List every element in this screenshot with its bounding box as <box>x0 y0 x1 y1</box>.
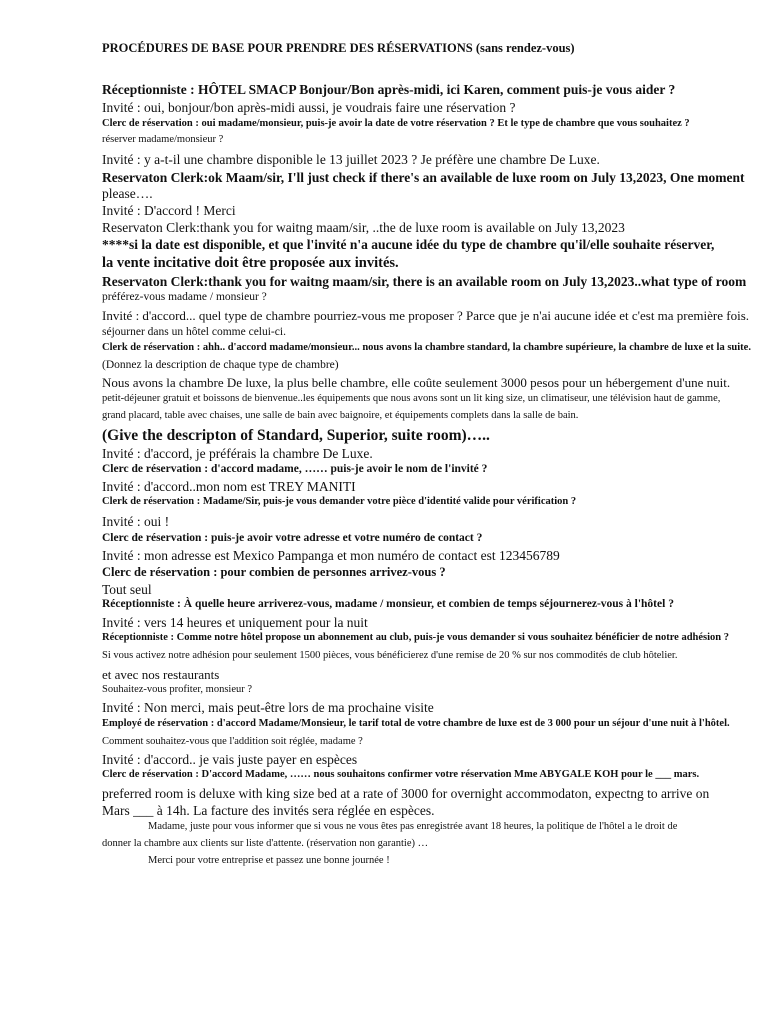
dialogue-line: Invité : d'accord..mon nom est TREY MANITI <box>102 479 356 494</box>
dialogue-line: Invité : vers 14 heures et uniquement pour la nuit <box>102 615 368 630</box>
dialogue-line: Reservaton Clerk:thank you for waitng maam/sir, there is an available room on July 13,2023..what type of room <box>102 274 747 289</box>
dialogue-line: Invité : oui ! <box>102 514 170 529</box>
dialogue-line: Clerc de réservation : pour combien de personnes arrivez-vous ? <box>102 565 446 579</box>
dialogue-line: (Give the descripton of Standard, Superior, suite room)….. <box>102 427 490 444</box>
dialogue-line: Clerk de réservation : Madame/Sir, puis-je vous demander votre pièce d'identité valide pour vérification ? <box>102 496 577 507</box>
dialogue-line: Invité : y a-t-il une chambre disponible le 13 juillet 2023 ? Je préfère une chambre De Luxe. <box>102 152 600 167</box>
dialogue-line: Comment souhaitez-vous que l'addition soit réglée, madame ? <box>102 736 363 747</box>
dialogue-line: Madame, juste pour vous informer que si vous ne vous êtes pas enregistrée avant 18 heures, la politique de l'hôtel a le droit de <box>148 821 678 832</box>
dialogue-line: Si vous activez notre adhésion pour seulement 1500 pièces, vous bénéficierez d'une remise de 20 % sur nos commodités de club hôtelier. <box>102 650 678 661</box>
page-title: PROCÉDURES DE BASE POUR PRENDRE DES RÉSERVATIONS (sans rendez-vous) <box>102 41 575 55</box>
dialogue-line: Employé de réservation : d'accord Madame/Monsieur, le tarif total de votre chambre de luxe est de 3 000 pour un séjour d'une nuit à l'hôtel. <box>102 718 730 729</box>
dialogue-line: réserver madame/monsieur ? <box>102 134 224 145</box>
dialogue-line: séjourner dans un hôtel comme celui-ci. <box>102 326 286 338</box>
dialogue-line: petit-déjeuner gratuit et boissons de bienvenue..les équipements que nous avons sont un lit king size, un climatiseur, une télévision haut de gamme, <box>102 393 721 404</box>
dialogue-line: ****si la date est disponible, et que l'invité n'a aucune idée du type de chambre qu'il/elle souhaite réserver, <box>102 237 715 252</box>
dialogue-line: preferred room is deluxe with king size bed at a rate of 3000 for overnight accommodaton, expectng to arrive on <box>102 786 710 801</box>
dialogue-line: Invité : d'accord, je préférais la chambre De Luxe. <box>102 446 373 461</box>
dialogue-line: Réceptionniste : Comme notre hôtel propose un abonnement au club, puis-je vous demander si vous souhaitez bénéficier de notre adhésion ? <box>102 632 730 643</box>
dialogue-line: Invité : D'accord ! Merci <box>102 203 236 218</box>
dialogue-line: (Donnez la description de chaque type de chambre) <box>102 359 339 371</box>
dialogue-line: Reservaton Clerk:thank you for waitng maam/sir, ..the de luxe room is available on July 13,2023 <box>102 220 625 235</box>
dialogue-line: Clerc de réservation : oui madame/monsieur, puis-je avoir la date de votre réservation ? Et le type de chambre que vous souhaitez ? <box>102 118 690 129</box>
dialogue-line: Reservaton Clerk:ok Maam/sir, I'll just check if there's an available de luxe room on July 13,2023, One moment <box>102 170 745 185</box>
dialogue-line: donner la chambre aux clients sur liste d'attente. (réservation non garantie) … <box>102 838 429 849</box>
dialogue-line: Tout seul <box>102 582 152 597</box>
dialogue-line: Invité : d'accord... quel type de chambre pourriez-vous me proposer ? Parce que je n'ai aucune idée et c'est ma première fois. <box>102 308 750 323</box>
dialogue-line: et avec nos restaurants <box>102 667 220 682</box>
dialogue-line: Invité : Non merci, mais peut-être lors de ma prochaine visite <box>102 700 434 715</box>
dialogue-line: Merci pour votre entreprise et passez une bonne journée ! <box>148 855 390 866</box>
dialogue-line: Clerc de réservation : puis-je avoir votre adresse et votre numéro de contact ? <box>102 532 483 544</box>
dialogue-line: Réceptionniste : HÔTEL SMACP Bonjour/Bon après-midi, ici Karen, comment puis-je vous aider ? <box>102 82 676 97</box>
dialogue-line: Clerk de réservation : ahh.. d'accord madame/monsieur... nous avons la chambre standard, la chambre supérieure, la chambre de luxe et la suite. <box>102 342 751 353</box>
dialogue-line: Mars ___ à 14h. La facture des invités sera réglée en espèces. <box>102 803 435 818</box>
dialogue-line: Clerc de réservation : d'accord madame, …… puis-je avoir le nom de l'invité ? <box>102 463 488 475</box>
dialogue-line: la vente incitative doit être proposée aux invités. <box>102 255 399 271</box>
dialogue-line: Invité : d'accord.. je vais juste payer en espèces <box>102 752 358 767</box>
dialogue-line: Invité : mon adresse est Mexico Pampanga et mon numéro de contact est 123456789 <box>102 548 560 563</box>
dialogue-line: Souhaitez-vous profiter, monsieur ? <box>102 684 253 695</box>
dialogue-line: Réceptionniste : À quelle heure arriverez-vous, madame / monsieur, et combien de temps séjournerez-vous à l'hôtel ? <box>102 598 674 610</box>
dialogue-line: préférez-vous madame / monsieur ? <box>102 291 267 303</box>
dialogue-line: Invité : oui, bonjour/bon après-midi aussi, je voudrais faire une réservation ? <box>102 100 516 115</box>
dialogue-line: please…. <box>102 186 153 201</box>
dialogue-line: Nous avons la chambre De luxe, la plus belle chambre, elle coûte seulement 3000 pesos pour un hébergement d'une nuit. <box>102 375 731 390</box>
dialogue-line: Clerc de réservation : D'accord Madame, …… nous souhaitons confirmer votre réservation Mme ABYGALE KOH pour le ___ mars. <box>102 769 700 780</box>
dialogue-line: grand placard, table avec chaises, une salle de bain avec baignoire, et équipements complets dans la salle de bain. <box>102 410 579 421</box>
